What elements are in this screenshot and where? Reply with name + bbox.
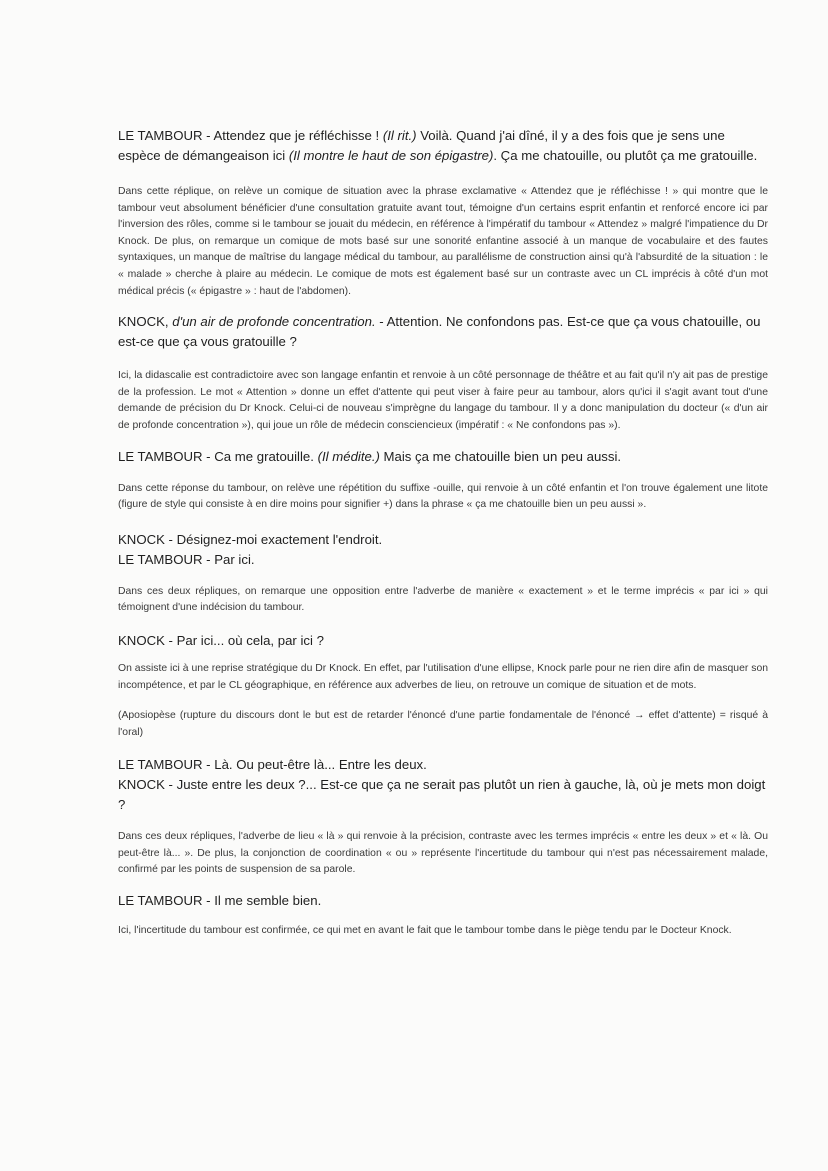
text-segment: Ici, la didascalie est contradictoire avec son langage enfantin et renvoie à un côté personnage de théâtre et au fait qu'il n'y ait pas de prestige de la profession. Le mot « Attention » donne un effet d'attente qui peut viser à faire peur au tambour, alors qu'ici il s'agit avant tout d'une demande de précision du Dr Knock. Celui-ci de nouveau s'imprègne du langage du tambour. Il y a donc manipulation du docteur (« d'un air de profonde concentration »), qui joue un rôle de médecin consciencieux (impératif : « Ne confondons pas »).: [118, 370, 768, 431]
commentary-paragraph: [118, 368, 768, 434]
text-segment: (Aposiopèse (rupture du discours dont le but est de retarder l'énoncé d'une partie fondamentale de l'énoncé → effet d'attente) = risqué à l'oral): [118, 710, 768, 738]
text-segment: Mais ça me chatouille bien un peu aussi.: [379, 448, 622, 464]
text-segment: LE TAMBOUR - Ca me gratouille.: [118, 448, 318, 464]
text-segment: Dans cette réponse du tambour, on relève une répétition du suffixe -ouille, qui renvoie à un côté enfantin et l'on trouve également une litote (figure de style qui consiste à en dire moins pour signifier +) dans la phrase « ça me chatouille bien un peu aussi ».: [118, 482, 768, 511]
stage-direction: (Il médite.): [317, 448, 380, 464]
text-segment: Ici, l'incertitude du tambour est confirmée, ce qui met en avant le fait que le tambour tombe dans le piège tendu par le Docteur Knock.: [118, 925, 732, 937]
stage-direction: d'un air de profonde concentration.: [172, 314, 376, 330]
dialogue-line: [118, 775, 768, 815]
dialogue-line: [118, 631, 768, 651]
commentary-paragraph: [118, 829, 768, 879]
dialogue-line: [118, 126, 768, 166]
text-segment: Dans ces deux répliques, l'adverbe de lieu « là » qui renvoie à la précision, contraste avec les termes imprécis « entre les deux » et « là. Ou peut-être là... ». De plus, la conjonction de coordination « ou » représente l'incertitude du tambour qui n'est pas nécessairement malade, confirmé par les points de suspension de sa parole.: [118, 831, 768, 876]
dialogue-line: [118, 312, 768, 352]
text-segment: KNOCK - Par ici... où cela, par ici ?: [118, 632, 324, 648]
dialogue-line: [118, 530, 768, 550]
dialogue-line: [118, 891, 768, 911]
text-segment: Dans ces deux répliques, on remarque une opposition entre l'adverbe de manière « exactement » et le terme imprécis « par ici » qui témoignent d'une indécision du tambour.: [118, 585, 768, 614]
stage-direction: (Il montre le haut de son épigastre): [288, 148, 494, 163]
commentary-paragraph: [118, 184, 768, 300]
text-segment: Voilà. Quand j'ai dîné, il y a des fois que je sens une espèce de démangeaison ici: [118, 128, 725, 163]
text-segment: LE TAMBOUR - Il me semble bien.: [118, 893, 322, 909]
text-segment: KNOCK,: [118, 314, 173, 330]
text-segment: On assiste ici à une reprise stratégique du Dr Knock. En effet, par l'utilisation d'une ellipse, Knock parle pour ne rien dire afin de masquer son incompétence, et par le CL géographique, en référence aux adverbes de lieu, on retrouve un comique de situation et de mots.: [118, 662, 768, 691]
commentary-paragraph: [118, 923, 768, 940]
stage-direction: (Il rit.): [382, 128, 417, 143]
dialogue-line: [118, 447, 768, 467]
commentary-paragraph: [118, 481, 768, 514]
dialogue-line: [118, 550, 768, 570]
text-segment: Dans cette réplique, on relève un comique de situation avec la phrase exclamative « Attendez que je réfléchisse ! » qui montre que le tambour veut absolument bénéficier d'une consultation gratuite avant tout, témoigne d'un certains esprit enfantin et renforcé encore ici par l'inversion des rôles, comme si le tambour se jouait du médecin, en référence à l'impératif du tambour « Attendez » malgré l'impatience du Dr Knock. De plus, on remarque un comique de mots basé sur une sonorité enfantine associé à un manque de vocabulaire et des fautes syntaxiques, un manque de maîtrise du langage médical du tambour, au parallélisme de construction ainsi qu'à l'absurdité de la situation : le « malade » cherche à plaire au médecin. Le comique de mots est également basé sur un contraste avec un CL imprécis à côté d'un mot médical précis (« épigastre » : haut de l'abdomen).: [118, 186, 768, 297]
dialogue-line: [118, 755, 768, 775]
commentary-paragraph: [118, 661, 768, 694]
commentary-paragraph: [118, 708, 768, 741]
text-segment: KNOCK - Désignez-moi exactement l'endroit.: [118, 531, 383, 547]
text-segment: LE TAMBOUR - Là. Ou peut-être là... Entre les deux.: [118, 757, 427, 773]
text-segment: LE TAMBOUR - Attendez que je réfléchisse !: [118, 128, 383, 143]
text-segment: LE TAMBOUR - Par ici.: [118, 551, 255, 567]
commentary-paragraph: [118, 584, 768, 617]
text-segment: . Ça me chatouille, ou plutôt ça me gratouille.: [493, 148, 758, 163]
text-segment: - Attention. Ne confondons pas. Est-ce que ça vous chatouille, ou est-ce que ça vous gratouille ?: [118, 314, 761, 350]
text-segment: KNOCK - Juste entre les deux ?... Est-ce que ça ne serait pas plutôt un rien à gauche, là, où je mets mon doigt ?: [118, 777, 766, 813]
